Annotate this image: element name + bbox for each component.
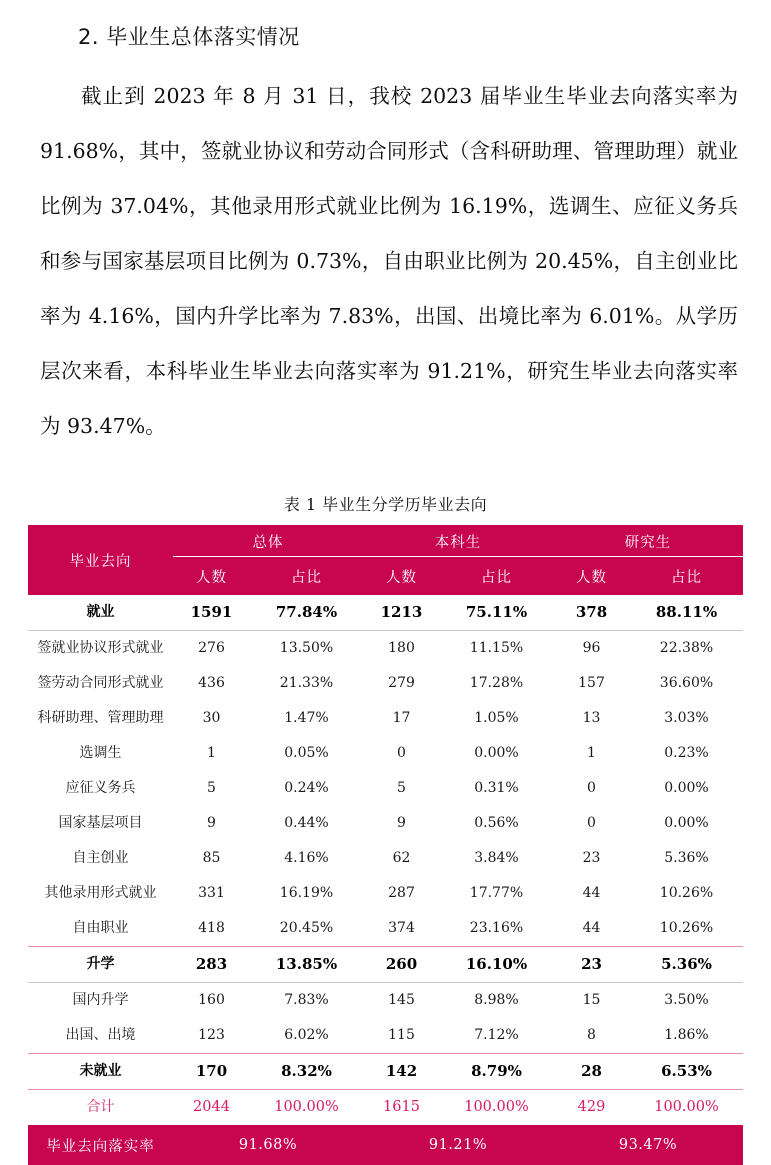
cell-overall-count: 283 [173,947,250,983]
row-label: 升学 [28,947,173,983]
cell-overall-count: 418 [173,911,250,947]
cell-undergrad-pct: 16.10% [440,947,553,983]
cell-postgrad-count: 1 [587,745,596,762]
table-row [28,1054,743,1090]
table-row [28,595,743,631]
cell-undergrad-pct: 3.84% [474,850,519,867]
rate-postgraduate: 93.47% [618,1137,678,1154]
cell-overall-count: 160 [198,992,225,1009]
cell-postgrad-pct: 10.26% [630,911,743,947]
cell-overall-count: 276 [198,640,225,657]
cell-undergrad-pct: 23.16% [440,911,553,947]
cell-undergrad-count: 1615 [363,1090,440,1126]
column-header-postgrad-count: 人数 [553,557,630,595]
cell-postgrad-count: 157 [578,675,605,692]
table-row [28,736,743,771]
column-group-postgraduate-label: 研究生 [624,534,672,551]
rate-band-label: 毕业去向落实率 [46,1138,155,1155]
cell-undergrad-pct: 17.77% [469,885,524,902]
cell-postgrad-pct: 3.03% [664,710,709,727]
cell-overall-pct: 16.19% [279,885,334,902]
cell-undergrad-pct: 75.11% [440,595,553,631]
cell-undergrad-count: 142 [363,1054,440,1090]
cell-undergrad-count: 62 [392,850,411,867]
cell-postgrad-count: 23 [553,947,630,983]
cell-overall-count: 436 [198,675,225,692]
row-label: 签就业协议形式就业 [37,640,164,657]
cell-undergrad-pct: 17.28% [469,675,524,692]
employment-rate-band [28,1125,743,1165]
group-rule [363,556,553,557]
cell-overall-pct: 8.32% [250,1054,363,1090]
row-label: 就业 [28,595,173,631]
cell-undergrad-count: 0 [397,745,406,762]
cell-undergrad-count: 17 [392,710,411,727]
rate-overall: 91.68% [238,1137,298,1154]
cell-overall-count: 5 [207,780,216,797]
table-row [28,631,743,667]
header-group-row [28,525,743,557]
cell-postgrad-pct: 36.60% [659,675,714,692]
cell-overall-count: 9 [207,815,216,832]
table-body [28,595,743,1125]
row-label: 未就业 [28,1054,173,1090]
row-label: 应征义务兵 [65,780,136,797]
row-label: 科研助理、管理助理 [37,710,164,727]
cell-overall-pct: 6.02% [250,1018,363,1054]
cell-postgrad-count: 28 [553,1054,630,1090]
row-label: 签劳动合同形式就业 [37,675,164,692]
cell-overall-count: 123 [173,1018,250,1054]
row-label: 合计 [28,1090,173,1126]
cell-undergrad-count: 145 [388,992,415,1009]
cell-undergrad-pct: 8.98% [474,992,519,1009]
cell-postgrad-pct: 5.36% [630,947,743,983]
table-row [28,947,743,983]
cell-undergrad-count: 287 [388,885,415,902]
cell-postgrad-pct: 10.26% [659,885,714,902]
cell-postgrad-count: 96 [582,640,601,657]
cell-postgrad-count: 44 [553,911,630,947]
cell-undergrad-count: 260 [363,947,440,983]
cell-undergrad-count: 5 [397,780,406,797]
row-label: 国家基层项目 [58,815,143,832]
cell-postgrad-count: 15 [582,992,601,1009]
cell-overall-count: 170 [173,1054,250,1090]
cell-undergrad-count: 374 [363,911,440,947]
cell-postgrad-pct: 0.00% [664,815,709,832]
cell-postgrad-pct: 88.11% [630,595,743,631]
cell-overall-pct: 20.45% [250,911,363,947]
cell-postgrad-pct: 1.86% [630,1018,743,1054]
cell-overall-pct: 0.05% [284,745,329,762]
cell-undergrad-count: 279 [388,675,415,692]
table-row [28,911,743,947]
column-header-destination: 毕业去向 [28,525,173,595]
cell-undergrad-count: 180 [388,640,415,657]
cell-overall-count: 1 [207,745,216,762]
group-rule [553,556,743,557]
cell-overall-count: 2044 [173,1090,250,1126]
column-header-overall-pct: 占比 [250,557,363,595]
table-row [28,876,743,911]
row-label: 自主创业 [72,850,129,867]
cell-postgrad-count: 378 [553,595,630,631]
row-label: 出国、出境 [28,1018,173,1054]
cell-overall-count: 331 [198,885,225,902]
table-row [28,771,743,806]
cell-postgrad-count: 0 [587,780,596,797]
cell-overall-pct: 77.84% [250,595,363,631]
cell-overall-count: 85 [202,850,221,867]
cell-postgrad-pct: 0.00% [664,780,709,797]
cell-postgrad-count: 8 [553,1018,630,1054]
column-header-undergrad-pct: 占比 [440,557,553,595]
cell-postgrad-count: 44 [582,885,601,902]
table-caption: 表 1 毕业生分学历毕业去向 [283,495,488,515]
cell-overall-pct: 0.44% [284,815,329,832]
cell-undergrad-count: 115 [363,1018,440,1054]
cell-undergrad-pct: 0.00% [474,745,519,762]
column-group-postgraduate [553,525,743,557]
cell-overall-pct: 13.50% [279,640,334,657]
row-label: 其他录用形式就业 [44,885,157,902]
table-row [28,983,743,1019]
cell-undergrad-pct: 8.79% [440,1054,553,1090]
cell-overall-pct: 13.85% [250,947,363,983]
table-row [28,806,743,841]
cell-overall-pct: 100.00% [250,1090,363,1126]
cell-overall-count: 1591 [173,595,250,631]
cell-postgrad-pct: 100.00% [630,1090,743,1126]
column-header-undergrad-count: 人数 [363,557,440,595]
column-group-undergraduate-label: 本科生 [434,534,482,551]
graduate-destination-table [28,525,743,1125]
cell-undergrad-pct: 7.12% [440,1018,553,1054]
group-rule [173,556,363,557]
table-row [28,1018,743,1054]
cell-undergrad-pct: 100.00% [440,1090,553,1126]
cell-undergrad-count: 1213 [363,595,440,631]
cell-postgrad-count: 0 [587,815,596,832]
table-head [28,525,743,595]
cell-postgrad-pct: 22.38% [659,640,714,657]
row-label: 国内升学 [72,992,129,1009]
cell-overall-count: 30 [202,710,221,727]
cell-undergrad-pct: 11.15% [469,640,524,657]
table-row [28,1090,743,1126]
cell-undergrad-pct: 0.56% [474,815,519,832]
cell-overall-pct: 7.83% [284,992,329,1009]
row-label: 选调生 [79,745,122,762]
column-group-overall [173,525,363,557]
column-header-overall-count: 人数 [173,557,250,595]
column-group-overall-label: 总体 [252,534,284,551]
cell-overall-pct: 0.24% [284,780,329,797]
rate-undergraduate: 91.21% [428,1137,488,1154]
row-label: 自由职业 [28,911,173,947]
cell-undergrad-pct: 0.31% [474,780,519,797]
cell-postgrad-pct: 0.23% [664,745,709,762]
column-group-undergraduate [363,525,553,557]
cell-postgrad-count: 429 [553,1090,630,1126]
page-title: 2. 毕业生总体落实情况 [78,25,300,49]
body-paragraph: 截止到 2023 年 8 月 31 日，我校 2023 届毕业生毕业去向落实率为 91.68%，其中，签就业协议和劳动合同形式（含科研助理、管理助理）就业比例为 37.04%，其他录用形式就业比例为 16.19%，选调生、应征义务兵和参与国家基层项目比例为 0.73%，自由职业比例为 20.45%，自主创业比率为 4.16%，国内升学比率为 7.83%，出国、出境比率为 6.01%。从学历层次来看，本科毕业生毕业去向落实率为 91.21%，研究生毕业去向落实率为 93.47%。 [40,84,738,439]
cell-postgrad-pct: 5.36% [664,850,709,867]
column-header-postgrad-pct: 占比 [630,557,743,595]
cell-overall-pct: 21.33% [279,675,334,692]
cell-postgrad-count: 13 [582,710,601,727]
cell-undergrad-count: 9 [397,815,406,832]
cell-postgrad-pct: 6.53% [630,1054,743,1090]
cell-overall-pct: 1.47% [284,710,329,727]
cell-undergrad-pct: 1.05% [474,710,519,727]
cell-postgrad-pct: 3.50% [664,992,709,1009]
table-row [28,666,743,701]
cell-overall-pct: 4.16% [284,850,329,867]
cell-postgrad-count: 23 [582,850,601,867]
table-row [28,701,743,736]
table-row [28,841,743,876]
